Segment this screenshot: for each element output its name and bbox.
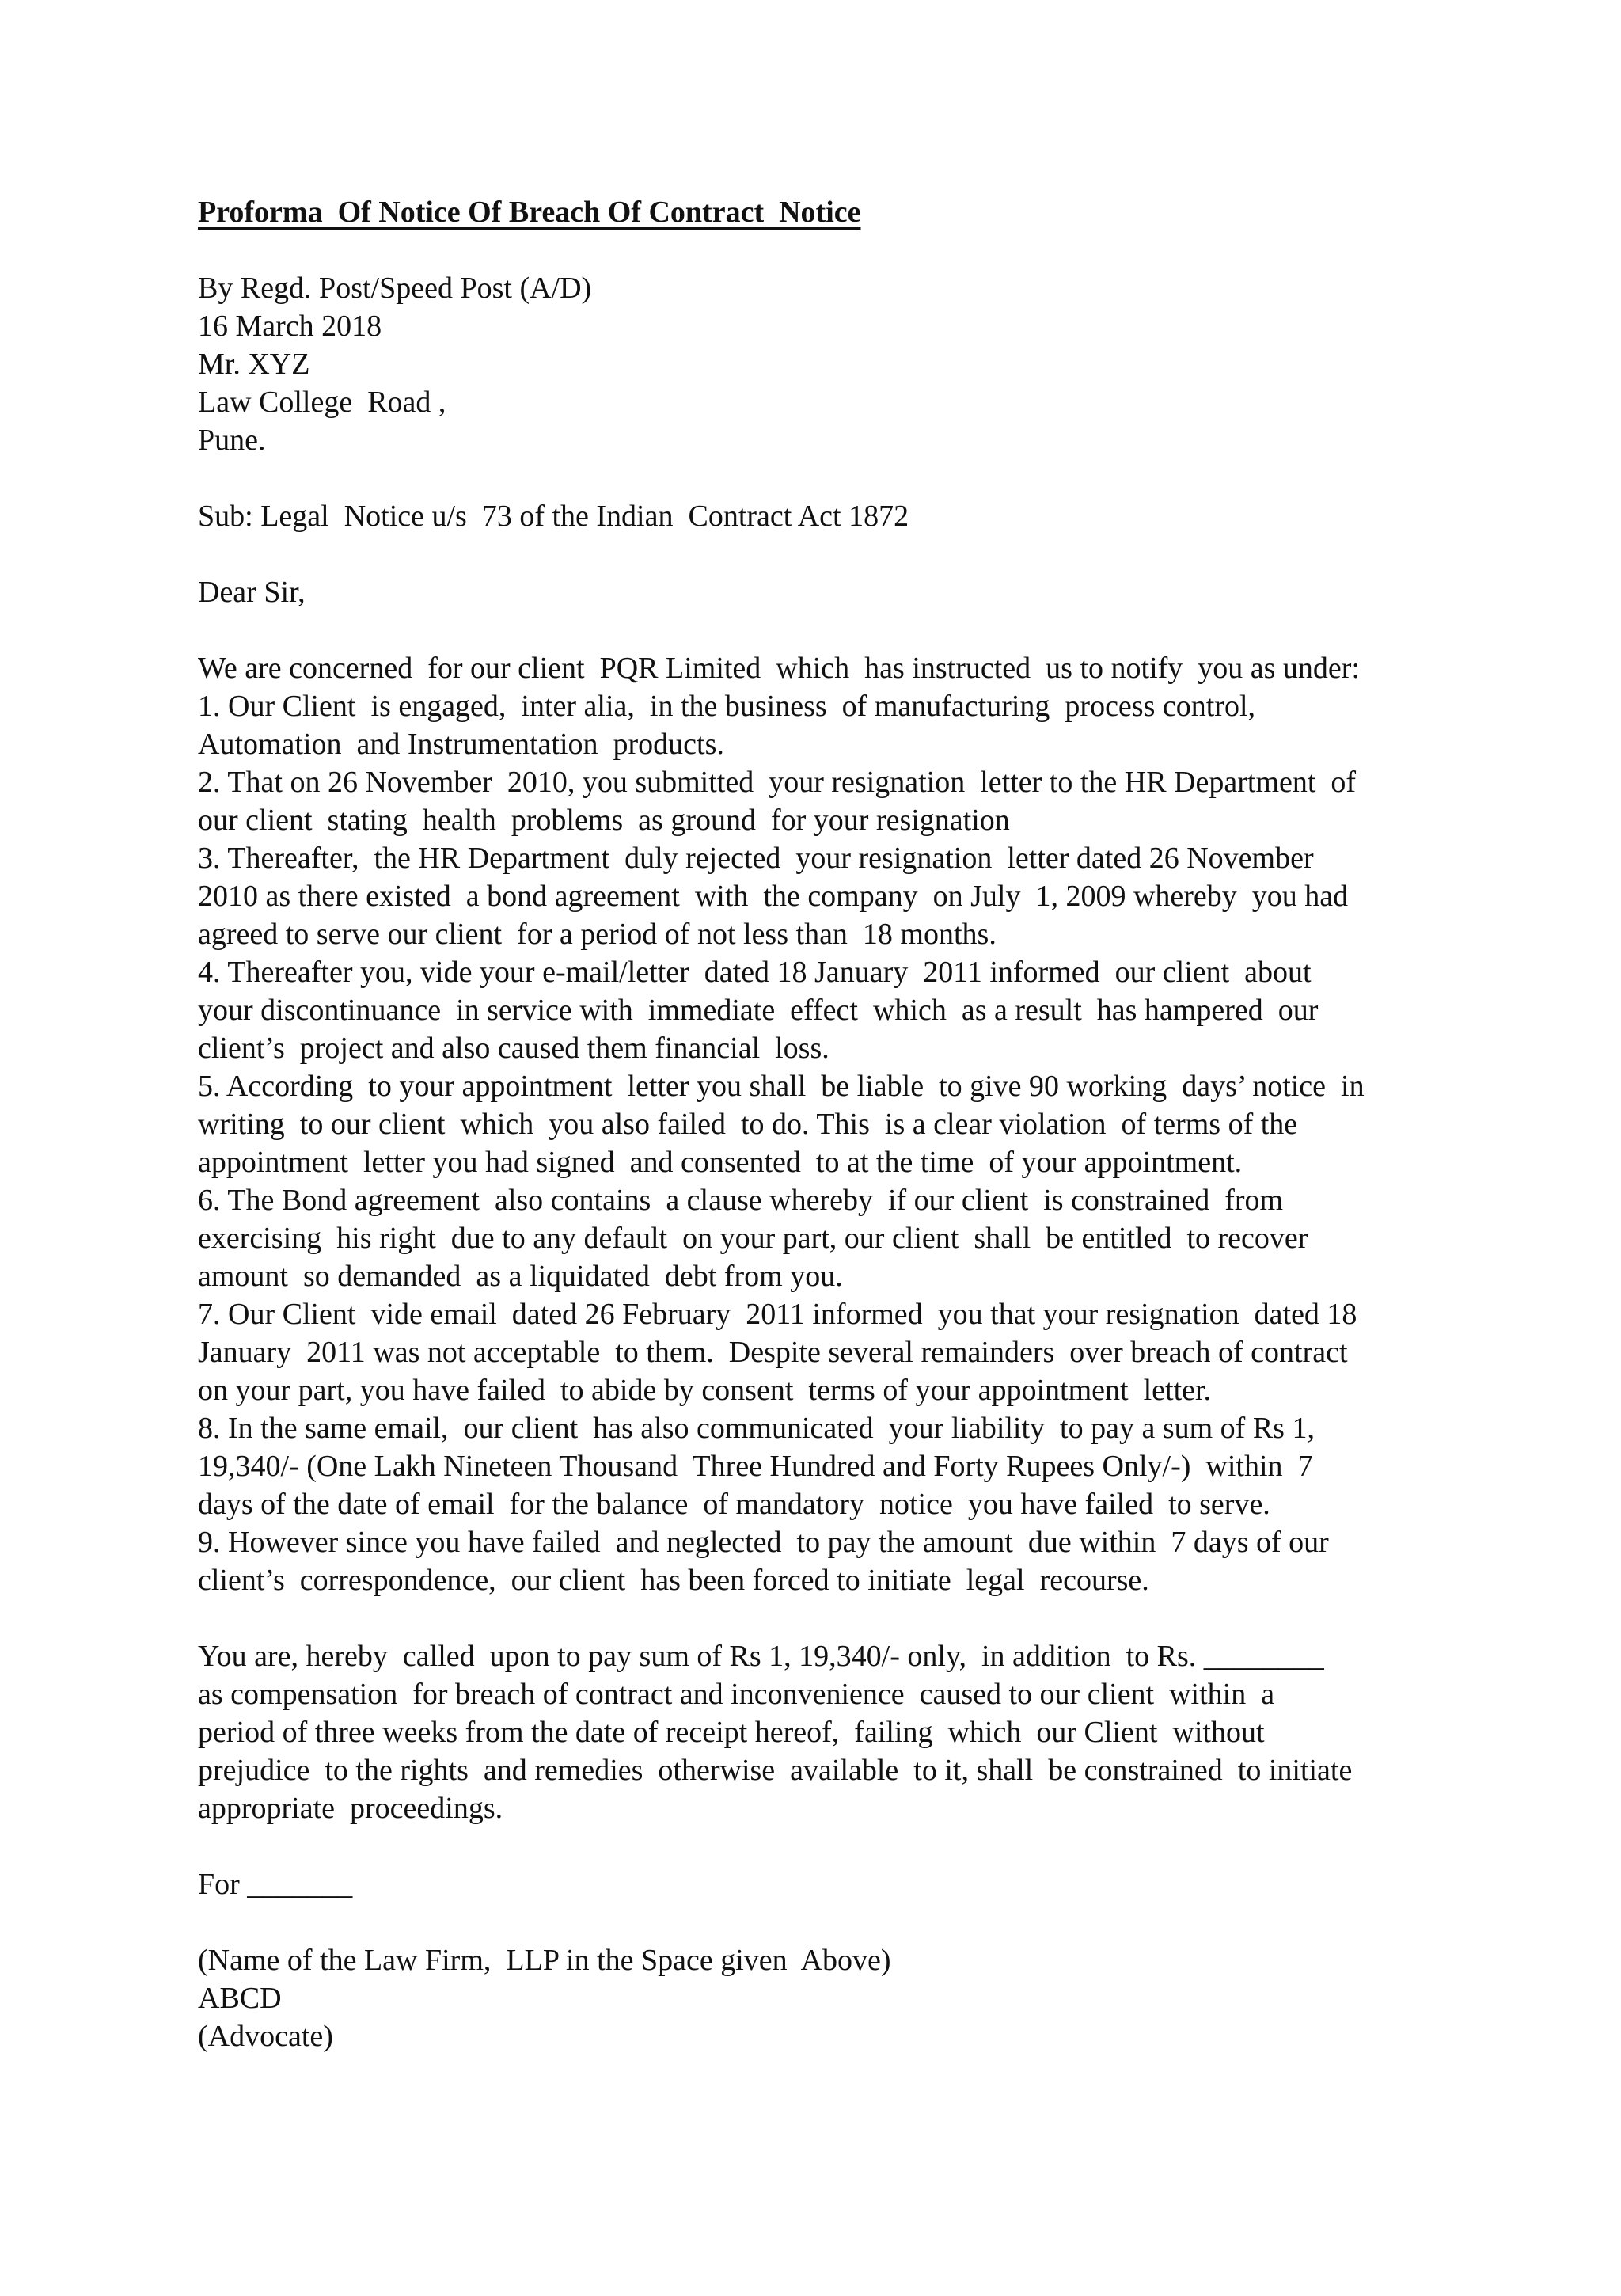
firm-note: (Name of the Law Firm, LLP in the Space given Above) (198, 1944, 891, 1977)
demand-line: as compensation for breach of contract and inconvenience caused to our client within a (198, 1678, 1275, 1711)
signatory-designation: (Advocate) (198, 2020, 333, 2053)
body-line: 5. According to your appointment letter you shall be liable to give 90 working days’ notice in (198, 1070, 1365, 1103)
signatory-name: ABCD (198, 1982, 282, 2015)
demand-line: period of three weeks from the date of receipt hereof, failing which our Client without (198, 1716, 1265, 1749)
letter-date: 16 March 2018 (198, 310, 382, 343)
body-paragraph (198, 649, 1433, 1599)
dispatch-mode: By Regd. Post/Speed Post (A/D) (198, 272, 592, 305)
demand-line: appropriate proceedings. (198, 1792, 503, 1825)
demand-line: prejudice to the rights and remedies otherwise available to it, shall be constrained to initiate (198, 1754, 1353, 1787)
body-line: agreed to serve our client for a period of not less than 18 months. (198, 918, 997, 951)
body-line: days of the date of email for the balance of mandatory notice you have failed to serve. (198, 1488, 1270, 1521)
body-line: 2. That on 26 November 2010, you submitted your resignation letter to the HR Department of (198, 766, 1357, 799)
addressee-street: Law College Road , (198, 386, 446, 419)
body-line: We are concerned for our client PQR Limited which has instructed us to notify you as under: (198, 652, 1361, 685)
body-line: your discontinuance in service with immediate effect which as a result has hampered our (198, 994, 1319, 1027)
body-line: 1. Our Client is engaged, inter alia, in the business of manufacturing process control, (198, 690, 1256, 723)
addressee-city: Pune. (198, 424, 266, 457)
body-line: amount so demanded as a liquidated debt from you. (198, 1260, 843, 1293)
letter-content (198, 193, 1433, 2055)
body-line: exercising his right due to any default on your part, our client shall be entitled to recover (198, 1222, 1308, 1255)
body-line: 9. However since you have failed and neglected to pay the amount due within 7 days of our (198, 1526, 1329, 1559)
body-line: 8. In the same email, our client has also communicated your liability to pay a sum of Rs 1, (198, 1412, 1315, 1445)
body-line: 4. Thereafter you, vide your e-mail/letter dated 18 January 2011 informed our client about (198, 956, 1312, 989)
document-title: Proforma Of Notice Of Breach Of Contract Notice (198, 196, 861, 229)
addressee-name: Mr. XYZ (198, 348, 310, 381)
body-line: 2010 as there existed a bond agreement with the company on July 1, 2009 whereby you had (198, 880, 1349, 913)
body-line: writing to our client which you also failed to do. This is a clear violation of terms of the (198, 1108, 1298, 1141)
body-line: January 2011 was not acceptable to them. Despite several remainders over breach of contract (198, 1336, 1348, 1369)
body-line: 7. Our Client vide email dated 26 February 2011 informed you that your resignation dated 18 (198, 1298, 1357, 1331)
subject-line: Sub: Legal Notice u/s 73 of the Indian Contract Act 1872 (198, 500, 909, 533)
body-line: our client stating health problems as ground for your resignation (198, 804, 1010, 837)
for-line: For _______ (198, 1868, 353, 1901)
body-line: 6. The Bond agreement also contains a clause whereby if our client is constrained from (198, 1184, 1284, 1217)
signature-block (198, 1941, 1433, 2055)
body-line: client’s project and also caused them financial loss. (198, 1032, 829, 1065)
demand-line: You are, hereby called upon to pay sum of Rs 1, 19,340/- only, in addition to Rs. ________ (198, 1640, 1324, 1673)
body-line: on your part, you have failed to abide by consent terms of your appointment letter. (198, 1374, 1212, 1407)
salutation: Dear Sir, (198, 576, 306, 609)
body-line: 3. Thereafter, the HR Department duly rejected your resignation letter dated 26 November (198, 842, 1314, 875)
demand-paragraph (198, 1637, 1433, 1827)
body-line: client’s correspondence, our client has been forced to initiate legal recourse. (198, 1564, 1149, 1597)
body-line: 19,340/- (One Lakh Nineteen Thousand Three Hundred and Forty Rupees Only/-) within 7 (198, 1450, 1313, 1483)
body-line: Automation and Instrumentation products. (198, 728, 724, 761)
body-line: appointment letter you had signed and consented to at the time of your appointment. (198, 1146, 1243, 1179)
address-block (198, 269, 1433, 459)
